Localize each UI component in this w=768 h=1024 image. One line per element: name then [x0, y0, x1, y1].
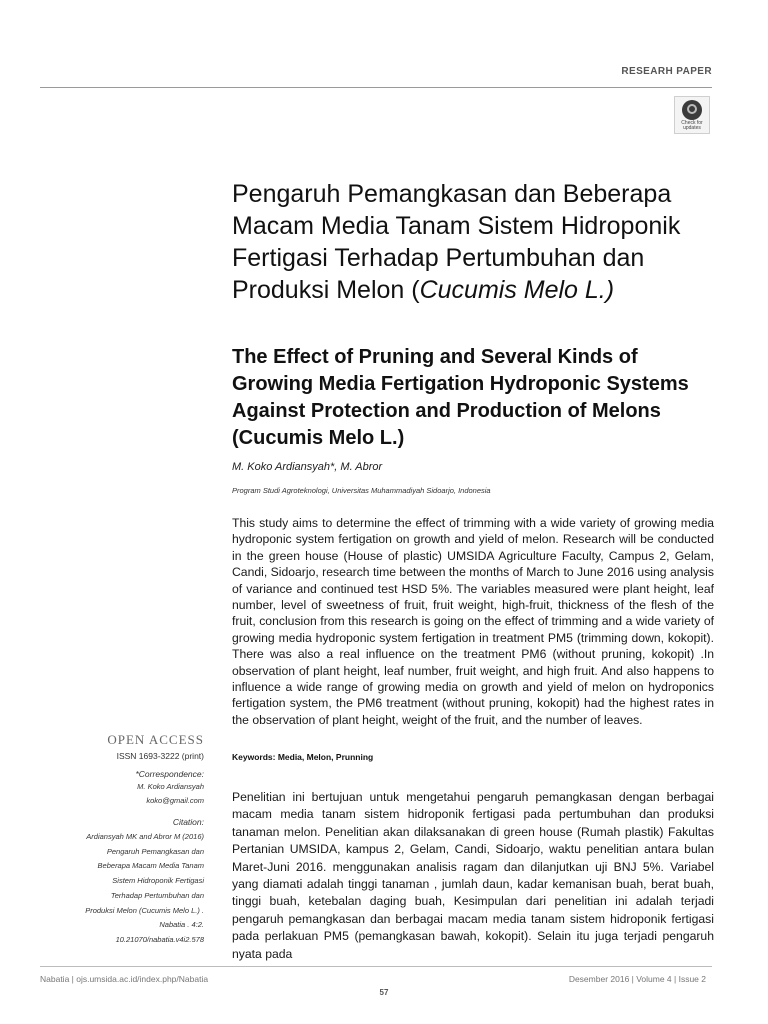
sidebar: [40, 732, 204, 948]
citation-line: Produksi Melon (Cucumis Melo L.) .: [85, 905, 204, 915]
title-english: The Effect of Pruning and Several Kinds of Growing Media Fertigation Hydroponic Systems Against Protection and Production of Melons (Cucumis Melo L.): [232, 346, 689, 449]
citation-label: Citation:: [172, 817, 204, 827]
title-indonesian: [232, 178, 712, 306]
abstract-english: This study aims to determine the effect of trimming with a wide variety of growing media hydroponic system fertigation on growth and yield of melon. Research will be conducted in the green house (House of plastic) UMSIDA Agriculture Faculty, Campus 2, Gelam, Candi, Sidoarjo, research time between the months of March to June 2016 using analysis of variance and continued test HSD 5%. The variables measured were plant height, leaf number, level of sweetness of fruit, fruit weight, high-fruit, thickness of the flesh of the fruit, conclusion from this research is going on the effect of trimming and a wide variety of growing media hydroponic system fertigation in treatment PM5 (trimming down, kokopit). There was also a real influence on the treatment PM6 (without pruning, kokopit) .In observation of plant height, leaf number, fruit weight, and high fruit. And also happens to influence a wide range of growing media on growth and yield of melon on hydroponics fertigation system, the PM6 treatment (without pruning, kokopit) had the highest rates in the observation of plant height, weight of the fruit, and the number of leaves.: [232, 516, 714, 727]
correspondence-email[interactable]: koko@gmail.com: [146, 796, 204, 805]
citation-line: Nabatia . 4:2.: [159, 920, 204, 930]
footer-issue: Desember 2016 | Volume 4 | Issue 2: [568, 974, 706, 984]
footer-journal: Nabatia | ojs.umsida.ac.id/index.php/Nabatia: [40, 974, 209, 984]
issn: ISSN 1693-3222 (print): [116, 751, 204, 761]
page-number: 57: [379, 988, 389, 997]
check-for-updates-text: Check for updates: [681, 120, 703, 131]
citation-line: Pengaruh Pemangkasan dan: [106, 846, 204, 856]
title-indonesian-species: Cucumis Melo L.): [419, 276, 615, 304]
citation-line: Terhadap Pertumbuhan dan: [110, 890, 204, 900]
check-for-updates-icon: [682, 100, 702, 120]
footer-rule: [40, 966, 712, 967]
header-rule: [40, 87, 712, 88]
citation: [40, 830, 204, 948]
affiliation: Program Studi Agroteknologi, Universitas Muhammadiyah Sidoarjo, Indonesia: [232, 486, 491, 495]
check-for-updates-badge[interactable]: [674, 96, 710, 134]
citation-doi[interactable]: 10.21070/nabatia.v4i2.578: [115, 934, 204, 944]
open-access-label: OPEN ACCESS: [107, 732, 204, 747]
correspondence-name: M. Koko Ardiansyah: [137, 782, 204, 791]
citation-line: Ardiansyah MK and Abror M (2016): [86, 832, 204, 841]
abstract-indonesian: Penelitian ini bertujuan untuk mengetahui pengaruh pemangkasan dengan berbagai macam media tanam sistem hidroponik fertigasi pada pertumbuhan dan produksi tanaman melon. Penelitian akan dilaksanakan di green house (Rumah plastik) Fakultas Pertanian UMSIDA, kampus 2, Gelam, Candi, Sidoarjo, waktu penelitian antara bulan Maret-Juni 2016. menggunakan analisis ragam dan dilanjutkan uji BNJ 5%. Variabel yang diamati adalah tinggi tanaman , jumlah daun, kadar kemanisan buah, berat buah, tinggi buah, ketebalan daging buah, Kesimpulan dari penelitian ini adalah terjadi pengaruh pemangkasan dan berbagai macam media tanam sistem hidroponik fertigasi pada perlakuan PM5 (pemangkasan bawah, kokopit). Selain itu juga terjadi pengaruh nyata pada: [232, 790, 714, 961]
correspondence-label: *Correspondence:: [135, 769, 204, 779]
keywords: Keywords: Media, Melon, Prunning: [232, 752, 374, 762]
title-indonesian-main: Pengaruh Pemangkasan dan Beberapa Macam Media Tanam Sistem Hidroponik Fertigasi Terhadap Pertumbuhan dan Produksi Melon (: [232, 180, 681, 304]
citation-line: Beberapa Macam Media Tanam: [97, 861, 204, 871]
authors: M. Koko Ardiansyah*, M. Abror: [232, 461, 383, 473]
citation-line: Sistem Hidroponik Fertigasi: [112, 876, 204, 886]
header-label: RESEARH PAPER: [621, 66, 712, 77]
